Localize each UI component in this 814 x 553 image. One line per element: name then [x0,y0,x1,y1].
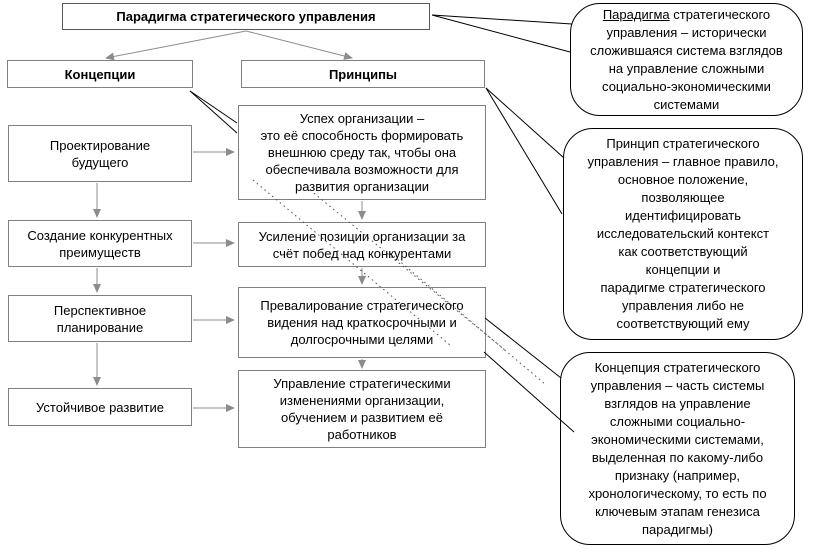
concept-box-sustainable-development [8,388,192,426]
callout-line [603,6,770,24]
callout-text: Концепция стратегического управления – часть системы взглядов на управление сложными социально- экономическими системами, выделенная по какому-либо признаку (например, хронологическому, то есть по ключевым этапам генезиса парадигмы) [588,359,767,537]
concept-box-competitive-advantages [8,220,192,267]
fork-arrows [106,31,352,58]
callout-paradigm-definition [570,3,803,116]
concept-box-text: Создание конкурентных преимуществ [27,227,173,260]
principle-box-success [238,105,486,200]
principle-box-text: Управление стратегическими изменениями организации, обучением и развитием её работников [273,376,451,442]
concept-box-text: Проектирование будущего [49,137,151,170]
principle-box-change-management [238,370,486,448]
callout-text: Принцип стратегического управления – главное правило, основное положение, позволяющее идентифицировать исследовательский контекст как соответствующий концепции и парадигме стратегического управления либо не соответствующий ему [587,136,779,331]
principle-box-position [238,222,486,267]
principles-header-box [241,60,485,88]
callout-term: Парадигма [602,6,670,22]
principle-box-text: Усиление позиции организации за счёт побед над конкурентами [258,228,466,261]
callout-concept-definition [560,352,795,545]
principles-header-label: Принципы [328,66,398,82]
concept-box-text: Устойчивое развитие [36,399,164,415]
principle-box-text: Успех организации – это её способность формировать внешнюю среду так, чтобы она обеспечивала возможности для развития организации [260,111,464,194]
paradigm-root-label: Парадигма стратегического управления [116,9,376,24]
principle-box-vision [238,287,486,358]
concepts-header-label: Концепции [64,66,136,82]
callout-term-rest: стратегического [669,6,771,22]
row-arrows [193,152,234,408]
principle-box-text: Превалирование стратегического видения над краткосрочными и долгосрочными целями [260,298,464,347]
paradigm-root-box [62,3,430,30]
concept-box-long-term-planning [8,295,192,342]
concept-box-text: Перспективное планирование [53,302,147,335]
callout-text: управления – исторически сложившаяся система взглядов на управление сложными социально-экономическими системами [590,24,783,112]
concepts-header-box [7,60,193,88]
callout-principle-definition [563,128,803,340]
concept-box-designing-future [8,125,192,182]
